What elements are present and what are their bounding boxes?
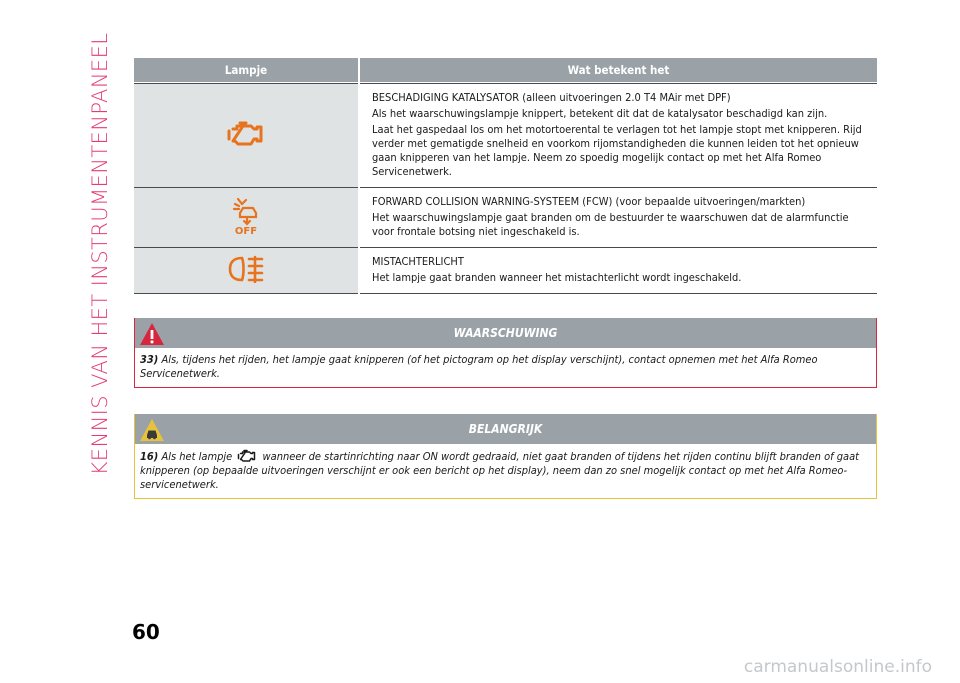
lamp-title: FORWARD COLLISION WARNING-SYSTEEM (FCW) (voor bepaalde uitvoeringen/markten): [372, 195, 806, 208]
lamp-title: MISTACHTERLICHT: [372, 255, 464, 268]
lamp-text: Het lampje gaat branden wanneer het mistachterlicht wordt ingeschakeld.: [372, 271, 742, 284]
lamp-text: Als het waarschuwingslampje knippert, betekent dit dat de katalysator beschadigd kan zijn.: [372, 107, 828, 120]
important-text-after: wanneer de startinrichting naar ON wordt gedraaid, niet gaat branden of tijdens het rijden continu blijft branden of gaat knipperen (op bepaalde uitvoeringen verschijnt er ook een bericht op het display), neem dan zo snel mogelijk contact op met het Alfa Romeo-servicenetwerk.: [140, 450, 860, 491]
rear-fog-light-icon: [227, 255, 265, 283]
important-box: [134, 414, 877, 499]
important-text-before: Als het lampje: [161, 450, 233, 463]
icon-cell: [134, 188, 359, 248]
svg-text:OFF: OFF: [234, 225, 258, 236]
table-row: [134, 248, 877, 294]
table-row: [134, 188, 877, 248]
icon-cell: [134, 248, 359, 294]
icon-cell: [134, 84, 359, 188]
warning-title: WAARSCHUWING: [453, 326, 558, 340]
warning-number: 33): [140, 353, 159, 366]
footer-watermark: carmanualsonline.info: [743, 657, 932, 677]
important-title: BELANGRIJK: [468, 422, 543, 436]
header-wat-betekent-het: Wat betekent het: [359, 58, 877, 82]
important-body: [135, 444, 876, 498]
engine-check-icon: [227, 120, 265, 148]
warning-text: Als, tijdens het rijden, het lampje gaat knipperen (of het pictogram op het display verschijnt), contact opnemen met het Alfa Romeo Servicenetwerk.: [140, 353, 818, 380]
table-header-row: [134, 58, 877, 82]
fcw-off-icon: [231, 196, 261, 236]
lamp-text: Laat het gaspedaal los om het motortoerental te verlagen tot het lampje stopt met knipperen. Rijd verder met gematigde snelheid en voorkom rijomstandigheden die kunnen leiden tot het opnieuw gaan knipperen van het lampje. Neem zo spoedig mogelijk contact op met het Alfa Romeo Servicenetwerk.: [372, 123, 862, 178]
lamp-title: BESCHADIGING KATALYSATOR (alleen uitvoeringen 2.0 T4 MAir met DPF): [372, 91, 731, 104]
description-cell: [359, 248, 877, 294]
chapter-side-title: [80, 32, 120, 476]
important-header: [135, 414, 876, 444]
warning-body: [135, 348, 876, 387]
warning-header: [135, 318, 876, 348]
description-cell: [359, 188, 877, 248]
header-lampje: Lampje: [134, 58, 359, 82]
table-row: [134, 84, 877, 188]
important-number: 16): [140, 450, 159, 463]
warning-box: [134, 318, 877, 388]
engine-check-icon: [237, 449, 257, 463]
description-cell: [359, 84, 877, 188]
page-number: 60: [132, 620, 160, 644]
chapter-title-text: KENNIS VAN HET INSTRUMENTENPANEEL: [88, 32, 112, 476]
warning-lamp-table: [134, 58, 877, 294]
lamp-text: Het waarschuwingslampje gaat branden om de bestuurder te waarschuwen dat de alarmfunctie voor frontale botsing niet ingeschakeld is.: [372, 211, 849, 238]
